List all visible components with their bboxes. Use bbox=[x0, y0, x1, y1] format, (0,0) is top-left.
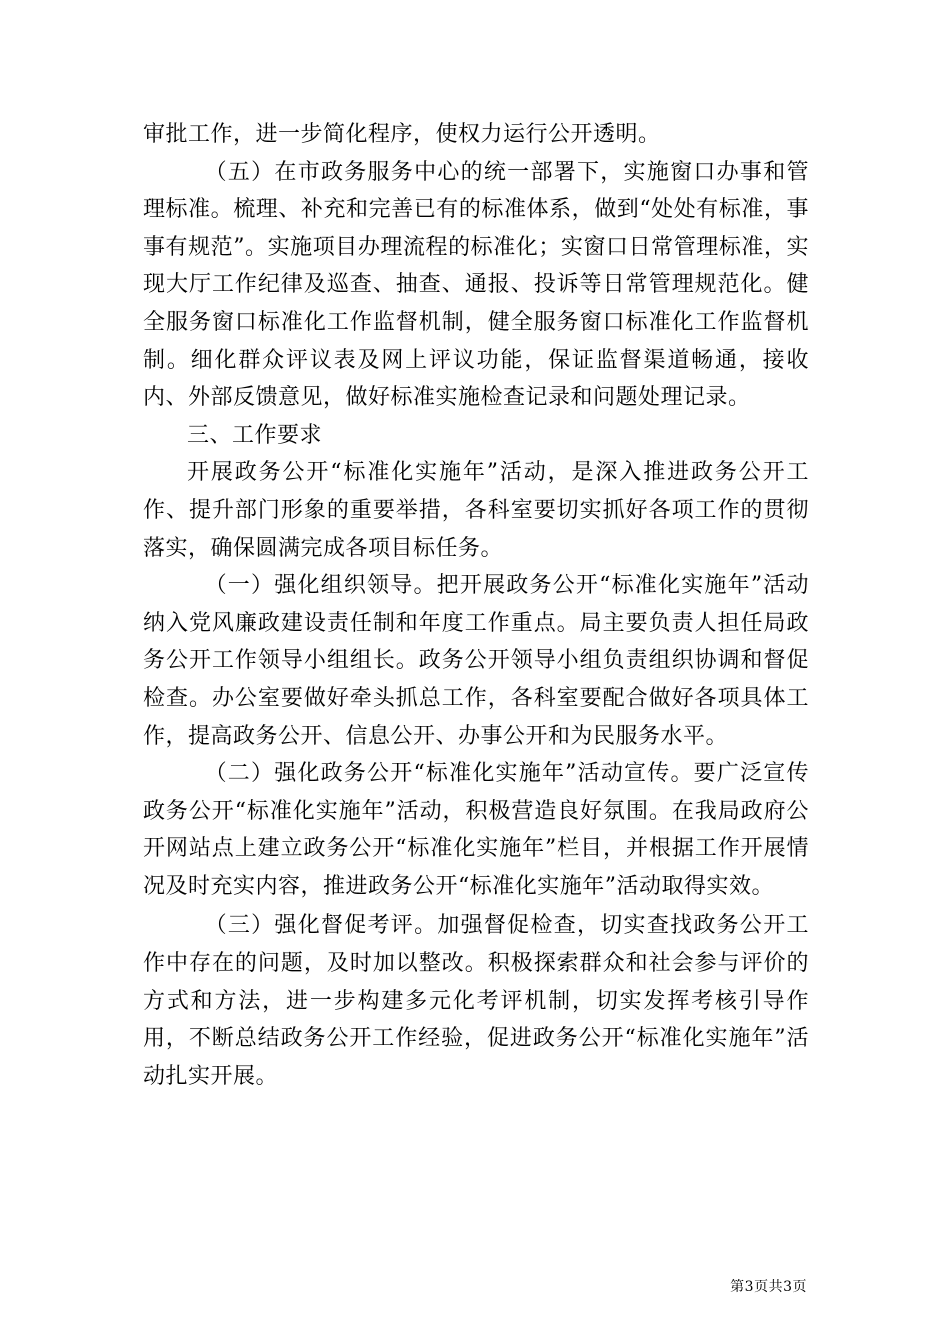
section-heading-work-requirements: 三、工作要求 bbox=[187, 422, 323, 448]
paragraph-intro: 开展政务公开“标准化实施年”活动，是深入推进政务公开工作、提升部门形象的重要举措，各科室要切实抓好各项工作的贯彻落实，确保圆满完成各项目标任务。 bbox=[143, 460, 809, 561]
paragraph-continuation: 审批工作，进一步简化程序，使权力运行公开透明。 bbox=[143, 122, 661, 147]
paragraph-item-two: （二）强化政务公开“标准化实施年”活动宣传。要广泛宣传政务公开“标准化实施年”活动，积极营造良好氛围。在我局政府公开网站点上建立政务公开“标准化实施年”栏目，并根据工作开展情况及时充实内容，推进政务公开“标准化实施年”活动取得实效。 bbox=[143, 761, 809, 899]
page-number: 第3页共3页 bbox=[730, 1279, 807, 1295]
paragraph-item-one: （一）强化组织领导。把开展政务公开“标准化实施年”活动纳入党风廉政建设责任制和年度工作重点。局主要负责人担任局政务公开工作领导小组组长。政务公开领导小组负责组织协调和督促检查。办公室要做好牵头抓总工作，各科室要配合做好各项具体工作，提高政务公开、信息公开、办事公开和为民服务水平。 bbox=[143, 573, 809, 749]
document-body bbox=[143, 116, 809, 1095]
paragraph-item-five: （五）在市政务服务中心的统一部署下，实施窗口办事和管理标准。梳理、补充和完善已有的标准体系，做到“处处有标准，事事有规范”。实施项目办理流程的标准化；实窗口日常管理标准，实现大厅工作纪律及巡查、抽查、通报、投诉等日常管理规范化。健全服务窗口标准化工作监督机制，健全服务窗口标准化工作监督机制。细化群众评议表及网上评议功能，保证监督渠道畅通，接收内、外部反馈意见，做好标准实施检查记录和问题处理记录。 bbox=[143, 159, 809, 411]
paragraph-item-three: （三）强化督促考评。加强督促检查，切实查找政务公开工作中存在的问题，及时加以整改。积极探索群众和社会参与评价的方式和方法，进一步构建多元化考评机制，切实发挥考核引导作用，不断总结政务公开工作经验，促进政务公开“标准化实施年”活动扎实开展。 bbox=[143, 913, 809, 1089]
